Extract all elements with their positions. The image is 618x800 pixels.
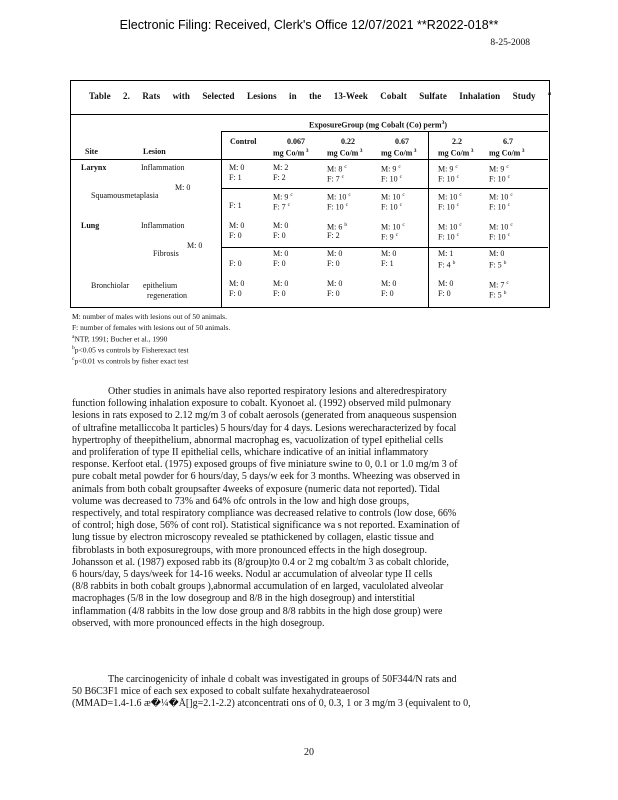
- data-table: [70, 80, 550, 308]
- dose-header-value: 0.22: [341, 137, 355, 146]
- text-line: of ultrafine metalliccoba lt particles) 5 hours/day for 4 days. Lesions werecharacterized by focal: [72, 422, 457, 434]
- dose-header-unit: mg Co/m $^3$: [273, 148, 309, 158]
- table-cell-female: F: 2: [327, 231, 340, 240]
- text-line: 50 B6C3F1 mice of each sex exposed to cobalt sulfate hexahydrateaerosol: [72, 686, 370, 698]
- table-footnote: F: number of females with lesions out of 50 animals.: [72, 323, 231, 332]
- table-cell-female: F: 0: [273, 289, 286, 298]
- table-cell-female: F: 0: [327, 289, 340, 298]
- table-lesion: epithelium: [143, 281, 178, 290]
- col-control-header: Control: [230, 137, 257, 146]
- table-cell-male: M: 10 $^c$: [438, 192, 462, 202]
- table-cell-male: M: 0: [187, 241, 203, 250]
- table-cell-female: F: 1: [229, 173, 242, 182]
- table-cell-male: M: 8 $^c$: [327, 164, 347, 174]
- table-cell-male: M: 0: [273, 221, 289, 230]
- table-cell-female: F: 4 $^b$: [438, 260, 456, 270]
- table-cell-female: F: 0: [229, 289, 242, 298]
- table-cell-male: M: 0: [229, 163, 245, 172]
- text-line: (8/8 rabbits in both cobalt groups ),abnormal accumulation of en larged, vaculolated alveolar: [72, 581, 444, 593]
- table-cell-female: F: 10 $^c$: [327, 202, 349, 212]
- table-cell-female: F: 0: [327, 259, 340, 268]
- text-line: The carcinogenicity of inhale d cobalt was investigated in groups of 50F344/N rats and: [108, 674, 457, 685]
- table-cell-female: F: 0: [273, 259, 286, 268]
- table-cell-female: F: 1: [229, 201, 242, 210]
- table-cell-male: M: 9 $^c$: [489, 164, 509, 174]
- table-cell-male: M: 9 $^c$: [438, 164, 458, 174]
- table-cell-male: M: 1: [438, 249, 454, 258]
- text-line: (MMAD=1.4-1.6 æ�¼�Å[]g=2.1-2.2) atconcentrati ons of 0, 0.3, 1 or 3 mg/m 3 (equivalent to 0,: [72, 698, 471, 710]
- dose-header-unit: mg Co/m $^3$: [489, 148, 525, 158]
- exposure-group-header: ExposureGroup (mg Cobalt (Co) perm$^3$): [309, 120, 448, 130]
- table-cell-male: M: 9 $^c$: [381, 164, 401, 174]
- dose-header-value: 0.67: [395, 137, 409, 146]
- text-line: lung tissue by electron microscopy revealed se ptathickened by collagen, elastic tissue and: [72, 532, 434, 544]
- table-cell-female: F: 1: [381, 259, 394, 268]
- table-cell-male: M: 7 $^c$: [489, 280, 509, 290]
- table-rule: [221, 247, 548, 248]
- dose-header-value: 0.067: [287, 137, 305, 146]
- text-line: of control; high dose, 56% of cont rol). Statistical significance wa s not reported. Examination of: [72, 520, 460, 532]
- table-cell-male: M: 10 $^c$: [381, 192, 405, 202]
- paragraph-2: [72, 674, 548, 711]
- table-cell-male: M: 0: [229, 221, 245, 230]
- text-line: Other studies in animals have also reported respiratory lesions and alteredrespiratory: [108, 386, 447, 397]
- table-cell-female: F: 2: [273, 173, 286, 182]
- table-rule: [221, 131, 548, 132]
- text-line: macrophages (5/8 in the low dosegroup and 8/8 in the high dosegroup) and interstitial: [72, 593, 415, 605]
- table-cell-male: M: 10 $^c$: [327, 192, 351, 202]
- table-cell-male: M: 10 $^c$: [381, 222, 405, 232]
- text-line: animals from both cobalt groupsafter 4weeks of exposure (numeric data not reported). Tidal: [72, 483, 440, 495]
- table-cell-male: M: 0: [327, 249, 343, 258]
- table-footnote: M: number of males with lesions out of 50 animals.: [72, 312, 227, 321]
- table-cell-female: F: 0: [229, 259, 242, 268]
- dose-header-unit: mg Co/m $^3$: [438, 148, 474, 158]
- text-line: hypertrophy of theepithelium, abnormal macrophag es, vacuolization of typeI epithelial cells: [72, 434, 443, 446]
- table-cell-female: F: 10 $^c$: [438, 174, 460, 184]
- table-cell-male: M: 0: [175, 183, 191, 192]
- table-cell-male: M: 0: [381, 279, 397, 288]
- text-line: and proliferation of type II epithelial cells, whichare indicative of an initial inflammatory: [72, 447, 429, 459]
- table-cell-female: F: 5 $^b$: [489, 290, 507, 300]
- text-line: response. Kerfoot etal. (1975) exposed groups of five miniature swine to 0, 0.1 or 1.0 mg/m 3 of: [72, 459, 458, 471]
- table-site: Larynx: [81, 163, 107, 172]
- table-footnote: $^b$p<0.05 vs controls by Fisherexact test: [72, 345, 189, 355]
- table-footnote: $^a$NTP, 1991; Bucher et al., 1990: [72, 334, 168, 344]
- table-rule: [71, 159, 548, 160]
- table-title: Table 2. Rats with Selected Lesions in the 13-Week Cobalt Sulfate Inhalation Study $^a$: [89, 91, 552, 101]
- table-cell-male: M: 10 $^c$: [489, 192, 513, 202]
- table-lesion: Squamousmetaplasia: [91, 191, 159, 200]
- table-cell-male: M: 0: [438, 279, 454, 288]
- table-cell-female: F: 0: [229, 231, 242, 240]
- table-cell-male: M: 10 $^c$: [489, 222, 513, 232]
- table-cell-male: M: 0: [273, 279, 289, 288]
- table-lesion: Fibrosis: [153, 249, 179, 258]
- table-cell-female: F: 10 $^c$: [381, 202, 403, 212]
- text-line: respectively, and total respiratory compliance was decreased relative to controls (low dose, 66%: [72, 508, 457, 520]
- table-site: Lung: [81, 221, 100, 230]
- table-cell-female: F: 10 $^c$: [438, 202, 460, 212]
- text-line: fibroblasts in both exposuregroups, with more pronounced effects in the high dosegroup.: [72, 544, 428, 556]
- paragraph-1: [72, 386, 548, 630]
- table-lesion: regeneration: [147, 291, 187, 300]
- table-cell-male: M: 6 $^b$: [327, 222, 348, 232]
- dose-header-unit: mg Co/m $^3$: [327, 148, 363, 158]
- filing-header: Electronic Filing: Received, Clerk's Office 12/07/2021 **R2022-018**: [119, 18, 499, 32]
- table-cell-female: F: 0: [381, 289, 394, 298]
- col-site-header: Site: [85, 147, 98, 156]
- table-cell-male: M: 0: [273, 249, 289, 258]
- dose-header-value: 6.7: [503, 137, 513, 146]
- table-cell-female: F: 10 $^c$: [438, 232, 460, 242]
- table-lesion: Inflammation: [141, 221, 185, 230]
- text-line: 6 hours/day, 5 days/week for 14-16 weeks. Nodul ar accumulation of alveolar type II cells: [72, 569, 433, 581]
- table-cell-male: M: 0: [381, 249, 397, 258]
- table-cell-male: M: 10 $^c$: [438, 222, 462, 232]
- table-cell-female: F: 0: [438, 289, 451, 298]
- table-cell-female: F: 7 $^c$: [327, 174, 345, 184]
- text-line: observed, with more pronounced effects in the high dosegroup.: [72, 617, 325, 629]
- text-line: inflammation (4/8 rabbits in the low dose group and 8/8 rabbits in the high dose group) were: [72, 605, 443, 617]
- table-cell-female: F: 10 $^c$: [381, 174, 403, 184]
- table-rule: [221, 131, 222, 308]
- col-lesion-header: Lesion: [143, 147, 166, 156]
- table-footnote: $^c$p<0.01 vs controls by fisher exact test: [72, 356, 189, 366]
- table-rule: [428, 131, 429, 308]
- document-date: 8-25-2008: [490, 38, 530, 48]
- table-cell-female: F: 10 $^c$: [489, 232, 511, 242]
- table-cell-male: M: 9 $^c$: [273, 192, 293, 202]
- table-cell-male: M: 0: [327, 279, 343, 288]
- table-cell-female: F: 5 $^b$: [489, 260, 507, 270]
- table-cell-female: F: 10 $^c$: [489, 174, 511, 184]
- text-line: function following inhalation exposure to cobalt. Kyonoet al. (1992) observed mild pulmonary: [72, 398, 452, 410]
- table-cell-female: F: 9 $^c$: [381, 232, 399, 242]
- text-line: volume was decreased to 73% and 64% ofc ontrols in the low and high dose groups,: [72, 495, 410, 507]
- table-rule: [221, 188, 548, 189]
- text-line: Johansson et al. (1987) exposed rabb its (8/group)to 0.4 or 2 mg cobalt/m 3 as cobalt chloride,: [72, 556, 449, 568]
- text-line: lesions in rats exposed to 2.12 mg/m 3 of cobalt aerosols (generated from anaqueous suspension: [72, 410, 457, 422]
- table-cell-male: M: 2: [273, 163, 289, 172]
- table-lesion: Inflammation: [141, 163, 185, 172]
- page-number: 20: [304, 747, 314, 758]
- table-cell-female: F: 0: [273, 231, 286, 240]
- table-rule: [71, 114, 548, 115]
- text-line: pure cobalt metal powder for 6 hours/day, 5 days/w eek for 3 months. Wheezing was observed in: [72, 471, 460, 483]
- dose-header-value: 2.2: [452, 137, 462, 146]
- table-cell-female: F: 10 $^c$: [489, 202, 511, 212]
- table-cell-male: M: 0: [489, 249, 505, 258]
- table-site: Bronchiolar: [91, 281, 130, 290]
- table-cell-male: M: 0: [229, 279, 245, 288]
- table-cell-female: F: 7 $^c$: [273, 202, 291, 212]
- dose-header-unit: mg Co/m $^3$: [381, 148, 417, 158]
